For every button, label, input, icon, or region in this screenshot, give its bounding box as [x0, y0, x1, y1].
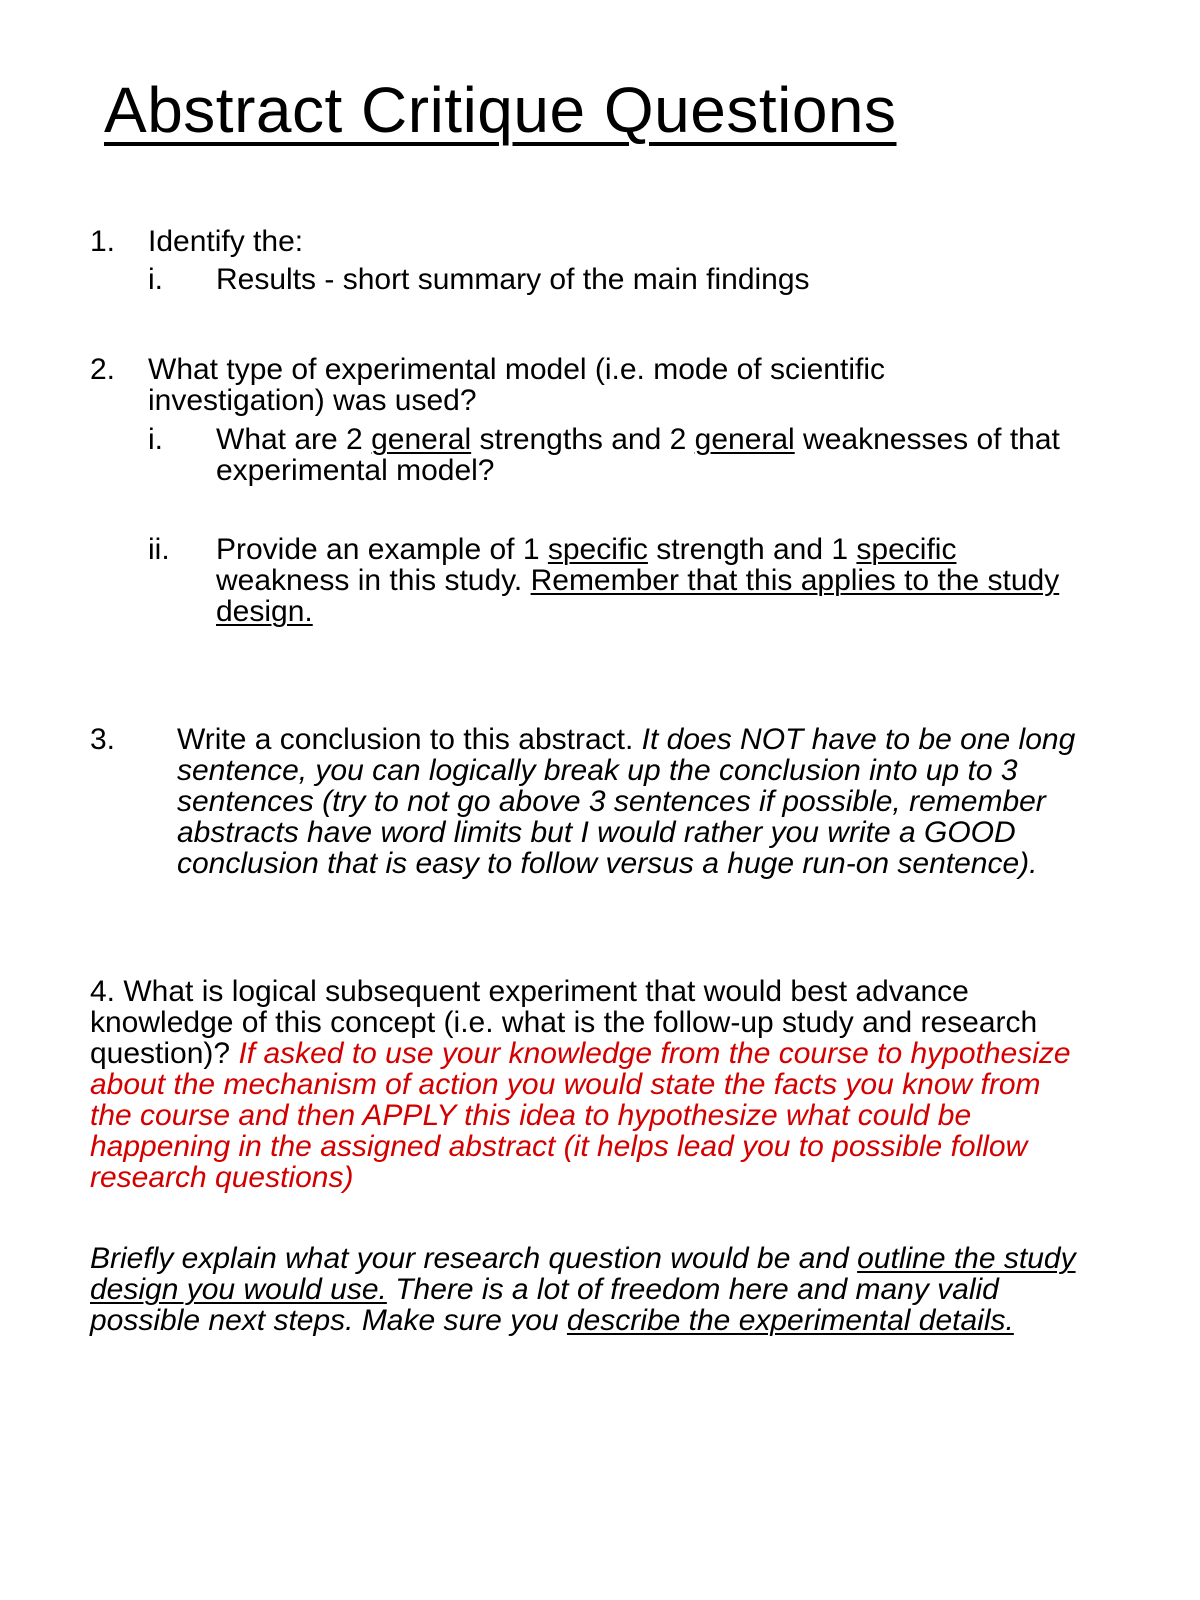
- q3-text: Write a conclusion to this abstract. It does NOT have to be one long sentence, you can logically break up the conclusion into up to 3 sentences (try to not go above 3 sentences if possible, remember abstracts have word limits but I would rather you write a GOOD conclusion that is easy to follow versus a huge run-on sentence).: [177, 723, 1076, 880]
- q2-sub-i-marker: i.: [148, 423, 163, 456]
- q1-number: 1.: [90, 225, 116, 258]
- q2-text: What type of experimental model (i.e. mode of scientific investigation) was used?: [148, 353, 885, 417]
- q2-sub-ii-marker: ii.: [148, 533, 170, 566]
- q4-red-note: If asked to use your knowledge from the course to hypothesize about the mechanism of action you would state the facts you know from the course and then APPLY this idea to hypothesize what could be happening in the assigned abstract (it helps lead you to possible follow research questions): [90, 1037, 1071, 1194]
- q4-text: 4. What is logical subsequent experiment that would best advance knowledge of this concept (i.e. what is the follow-up study and research question)? If asked to use your knowledge from the course to hypothesize about the mechanism of action you would state the facts you know from the course and then APPLY this idea to hypothesize what could be happening in the assigned abstract (it helps lead you to possible follow research questions): [90, 975, 1071, 1194]
- q2-sub-ii-text: Provide an example of 1 specific strength and 1 specific weakness in this study. Remember that this applies to the study design.: [216, 533, 1060, 628]
- q2-number: 2.: [90, 353, 116, 386]
- q1-text: Identify the:: [148, 225, 304, 258]
- q1-item-text: Results - short summary of the main findings: [216, 263, 810, 296]
- q3-number: 3.: [90, 723, 116, 756]
- q4-instructions: Briefly explain what your research question would be and outline the study design you would use. There is a lot of freedom here and many valid possible next steps. Make sure you describe the experimental details.: [90, 1242, 1076, 1337]
- q2-sub-i-text: What are 2 general strengths and 2 general weaknesses of that experimental model?: [216, 423, 1060, 487]
- q1-item-marker: i.: [148, 263, 163, 296]
- page-title: Abstract Critique Questions: [104, 74, 897, 146]
